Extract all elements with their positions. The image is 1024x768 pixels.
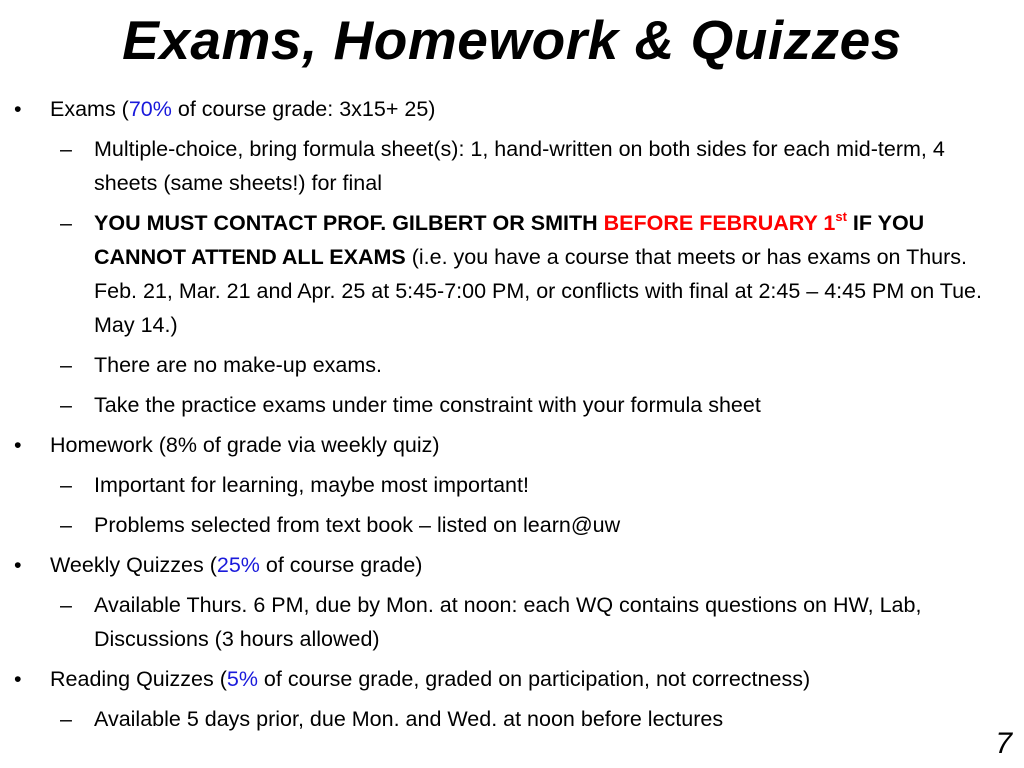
sub-exams-formula-sheet: [0, 132, 1024, 200]
contact-warning: YOU MUST CONTACT PROF. GILBERT OR SMITH: [94, 211, 604, 235]
sub-text: Take the practice exams under time constraint with your formula sheet: [94, 393, 761, 417]
sub-exams-contact-notice: [0, 206, 1024, 342]
dash-marker: –: [60, 353, 72, 377]
sub-text: Multiple-choice, bring formula sheet(s): 1, hand-written on both sides for each mid-term, 4 sheets (same sheets!) for final: [94, 137, 945, 195]
attendance-warning: IF YOU CANNOT ATTEND ALL EXAMS: [94, 211, 925, 269]
sub-text: Available Thurs. 6 PM, due by Mon. at noon: each WQ contains questions on HW, Lab, Discussions (3 hours allowed): [94, 593, 922, 651]
weekly-percent: 25%: [216, 553, 260, 577]
sub-homework-problems: [0, 508, 1024, 542]
bullet-reading-quizzes: [0, 662, 1024, 696]
deadline-warning: BEFORE FEBRUARY 1: [603, 211, 836, 235]
sub-exams-practice: [0, 388, 1024, 422]
sub-text: Problems selected from text book – listed on learn@uw: [94, 513, 621, 537]
bullet-weekly-quizzes: [0, 548, 1024, 582]
page-number: 7: [995, 727, 1012, 760]
deadline-ordinal: st: [835, 209, 847, 224]
sub-text: There are no make-up exams.: [94, 353, 382, 377]
dash-marker: –: [60, 473, 72, 497]
bullet-homework: [0, 428, 1024, 462]
sub-text: Available 5 days prior, due Mon. and Wed. at noon before lectures: [94, 707, 724, 731]
dash-marker: –: [60, 393, 72, 417]
slide-title: Exams, Homework & Quizzes: [122, 9, 902, 71]
sub-reading-availability: [0, 702, 1024, 736]
slide-content: [0, 92, 1024, 742]
sub-weekly-availability: [0, 588, 1024, 656]
dash-marker: –: [60, 513, 72, 537]
reading-detail: of course grade, graded on participation, not correctness): [257, 667, 811, 691]
bullet-marker: •: [14, 667, 22, 691]
dash-marker: –: [60, 593, 72, 617]
homework-text: Homework (8% of grade via weekly quiz): [50, 433, 440, 457]
sub-exams-no-makeup: [0, 348, 1024, 382]
conflict-details: (i.e. you have a course that meets or has exams on Thurs. Feb. 21, Mar. 21 and Apr. 25 at 5:45-7:00 PM, or conflicts with final at 2:45 – 4:45 PM on Tue. May 14.): [94, 245, 982, 337]
weekly-detail: of course grade): [259, 553, 423, 577]
dash-marker: –: [60, 211, 72, 235]
bullet-marker: •: [14, 433, 22, 457]
reading-percent: 5%: [226, 667, 258, 691]
sub-text: Important for learning, maybe most important!: [94, 473, 529, 497]
exams-detail: of course grade: 3x15+ 25): [171, 97, 436, 121]
sub-homework-important: [0, 468, 1024, 502]
dash-marker: –: [60, 707, 72, 731]
reading-label: Reading Quizzes (: [50, 667, 227, 691]
dash-marker: –: [60, 137, 72, 161]
bullet-marker: •: [14, 97, 22, 121]
bullet-exams: [0, 92, 1024, 126]
weekly-label: Weekly Quizzes (: [50, 553, 217, 577]
exams-percent: 70%: [128, 97, 172, 121]
exams-label: Exams (: [50, 97, 129, 121]
bullet-marker: •: [14, 553, 22, 577]
